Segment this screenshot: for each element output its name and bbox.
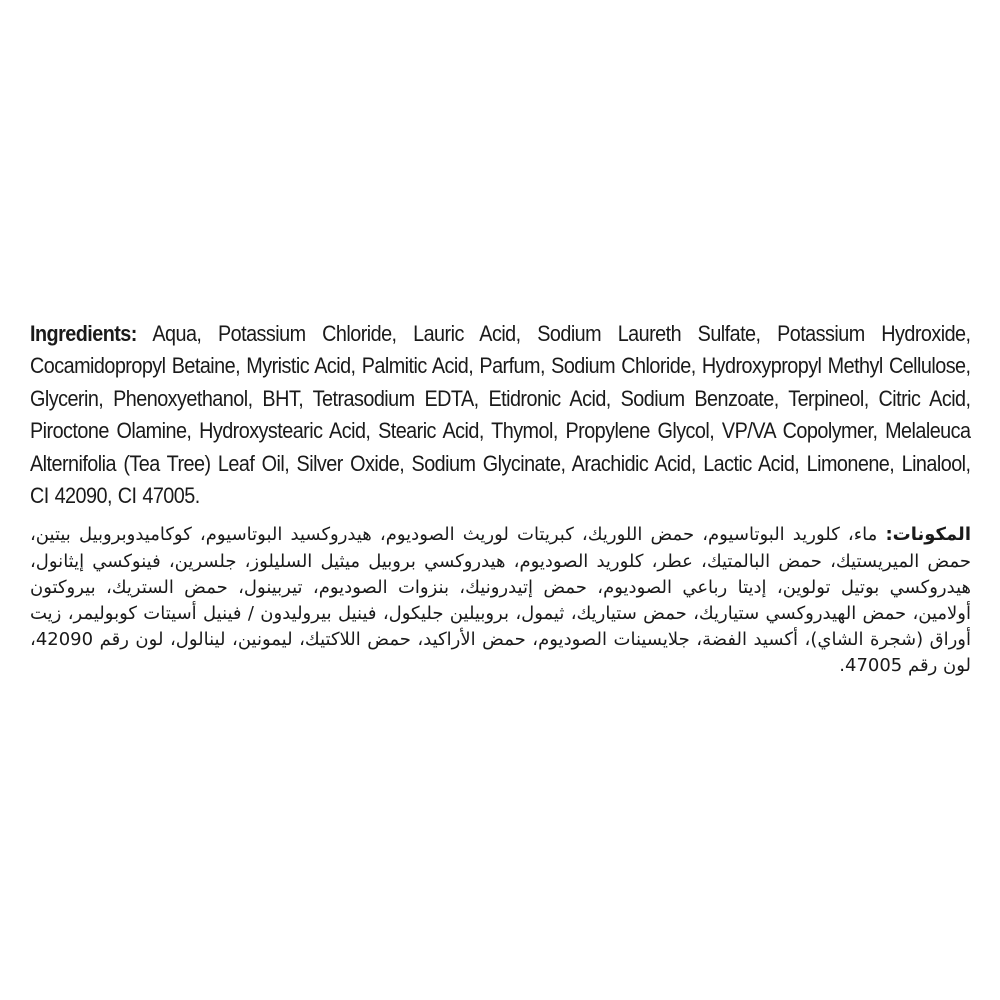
arabic-ingredients-list: ماء، كلوريد البوتاسيوم، حمض اللوريك، كبريتات لوريث الصوديوم، هيدروكسيد البوتاسيوم، كوكاميدوبروبيل بيتين، حمض الميريستيك، حمض البالمتيك، عطر، كلوريد الصوديوم، هيدروكسي بروبيل ميثيل السليلوز، جلسرين، فينوكسي إيثانول، هيدروكسي بوتيل تولوين، إديتا رباعي الصوديوم، حمض إتيدرونيك، بنزوات الصوديوم، تيربينول، حمض الستريك، بيروكتون أولامين، حمض الهيدروكسي ستياريك، حمض ستياريك، ثيمول، بروبيلين جليكول، فينيل بيروليدون / فينيل أسيتات كوبوليمر، زيت أوراق (شجرة الشاي)، أكسيد الفضة، جلايسينات الصوديوم، حمض الأراكيد، حمض اللاكتيك، ليمونين، لينالول، لون رقم 42090، لون رقم 47005. <box>30 524 971 677</box>
english-ingredients-list: Aqua, Potassium Chloride, Lauric Acid, Sodium Laureth Sulfate, Potassium Hydroxide, Cocamidopropyl Betaine, Myristic Acid, Palmitic Acid, Parfum, Sodium Chloride, Hydroxypropyl Methyl Cellulose, Glycerin, Phenoxyethanol, BHT, Tetrasodium EDTA, Etidronic Acid, Sodium Benzoate, Terpineol, Citric Acid, Piroctone Olamine, Hydroxystearic Acid, Stearic Acid, Thymol, Propylene Glycol, VP/VA Copolymer, Melaleuca Alternifolia (Tea Tree) Leaf Oil, Silver Oxide, Sodium Glycinate, Arachidic Acid, Lactic Acid, Limonene, Linalool, CI 42090, CI 47005. <box>30 321 971 509</box>
arabic-ingredients-paragraph <box>30 522 971 679</box>
english-ingredients-paragraph <box>30 318 971 512</box>
arabic-ingredients-heading: المكونات: <box>885 524 971 546</box>
ingredients-label <box>30 318 971 680</box>
english-ingredients-heading: Ingredients: <box>30 321 137 346</box>
